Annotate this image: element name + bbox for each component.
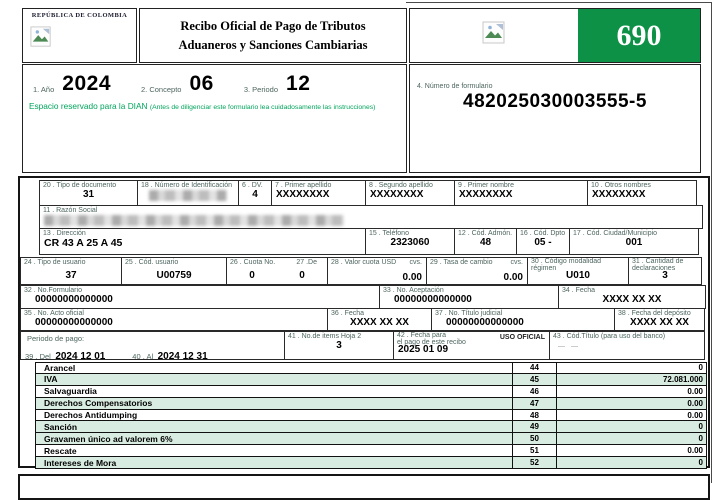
tax-row-code: 44 [512, 362, 557, 374]
fecha-pago-value: 2025 01 09 [398, 344, 449, 355]
fecha-36-label: 36 . Fecha [331, 310, 365, 317]
republic-logo-box [22, 8, 137, 63]
telefono-label: 15 . Teléfono [369, 230, 409, 237]
cantidad-declaraciones-value: 3 [662, 270, 668, 281]
ano-label: 1. Año [33, 85, 55, 94]
cuota-label: 26 . Cuota No. [230, 259, 276, 266]
tax-row-value: 0 [556, 456, 707, 469]
seal-placeholder [410, 9, 578, 62]
periodo-pago-label: Periodo de pago: [27, 334, 85, 343]
tax-row-code: 51 [512, 444, 557, 457]
al-label: 40 . Al [132, 352, 154, 361]
valor-cuota-cvs-label: cvs. [409, 259, 422, 266]
tax-row-label: Rescate [35, 444, 513, 457]
form-number-value: 482025030003555-5 [463, 91, 647, 112]
cod-dpto-label: 16 . Cód. Dpto [520, 230, 566, 237]
razon-social-label: 11 . Razón Social [43, 207, 98, 214]
main-form-box [18, 176, 710, 468]
del-label: 39 . Del [25, 352, 51, 361]
valor-cuota-value: 0.00 [402, 272, 422, 283]
dv-label: 6 . DV. [242, 182, 263, 189]
tax-row-label: Derechos Compensatorios [35, 397, 513, 410]
user-row [20, 257, 702, 285]
de-value: 0 [299, 270, 305, 281]
tipo-usuario-label: 24 . Tipo de usuario [24, 259, 86, 266]
form-title-box [139, 8, 407, 63]
dv-value: 4 [252, 189, 258, 200]
titulo-judicial-value: 00000000000000 [446, 317, 524, 328]
tax-row-code: 48 [512, 409, 557, 422]
cod-admon-value: 48 [479, 237, 492, 248]
broken-image-icon [482, 21, 506, 50]
cod-usuario-label: 25 . Cód. usuario [125, 259, 179, 266]
cod-titulo-value: — — [558, 343, 580, 350]
tax-row-label: Intereses de Mora [35, 456, 513, 469]
al-value: 2024 12 31 [157, 351, 208, 362]
cuota-value: 0 [249, 270, 255, 281]
tax-row-code: 45 [512, 373, 557, 386]
fecha-pago-label: 42 . Fecha para el pago de este recibo [397, 332, 466, 346]
tax-row-value: 0.00 [556, 385, 707, 398]
tipo-documento-value: 31 [82, 189, 95, 200]
form-number-label: 4. Número de formulario [417, 83, 493, 90]
cod-dpto-value: 05 - [534, 237, 552, 248]
cod-ciudad-label: 17 . Cód. Ciudad/Municipio [573, 230, 658, 237]
titulo-judicial-label: 37 . No. Título judicial [435, 310, 503, 317]
direccion-value: CR 43 A 25 A 45 [44, 237, 123, 249]
tax-row-code: 46 [512, 385, 557, 398]
uso-oficial-label: USO OFICIAL [499, 334, 545, 341]
dian-reserved-text: Espacio reservado para la DIAN [29, 101, 148, 111]
next-section-box [18, 474, 710, 500]
tax-row-value: 0.00 [556, 444, 707, 457]
form-code-box [409, 8, 701, 63]
cod-usuario-value: U00759 [156, 270, 192, 281]
cod-titulo-label: 43 . Cód.Título (para uso del banco) [553, 333, 666, 340]
tax-row [35, 457, 709, 469]
tasa-cambio-label: 29 . Tasa de cambio [430, 259, 493, 266]
tax-row-label: Derechos Antidumping [35, 409, 513, 422]
valor-cuota-label: 28 . Valor cuota USD [331, 259, 397, 266]
acto-oficial-row [20, 308, 705, 331]
segundo-apellido-label: 8 . Segundo apellido [369, 182, 433, 189]
broken-image-icon [30, 26, 52, 53]
tax-row-label: Gravamen único ad valorem 6% [35, 432, 513, 445]
otros-nombres-label: 10 . Otros nombres [591, 182, 651, 189]
fecha-34-label: 34 . Fecha [562, 287, 596, 294]
segundo-apellido-value: XXXXXXXX [370, 189, 424, 200]
periodo-label: 3. Periodo [243, 85, 279, 94]
items-hoja2-label: 41 . No.de items Hoja 2 [288, 333, 362, 340]
form-number-box [409, 64, 701, 173]
razon-social-row [39, 205, 703, 229]
formulario-row [20, 285, 706, 309]
page-right-border [711, 2, 712, 483]
tasa-cambio-cvs-label: cvs. [510, 259, 523, 266]
cod-admon-label: 12 . Cód. Admón. [458, 230, 513, 237]
numero-identificacion-label: 18 . Número de Identificación [141, 182, 233, 189]
tax-row-label: Salvaguardia [35, 385, 513, 398]
republic-title: REPÚBLICA DE COLOMBIA [31, 12, 128, 19]
tasa-cambio-value: 0.00 [503, 272, 523, 283]
form-number-badge: 690 [578, 9, 700, 62]
tax-row-code: 52 [512, 456, 557, 469]
fecha-34-value: XXXX XX XX [602, 294, 662, 305]
document-row [39, 180, 697, 206]
concepto-value: 06 [189, 72, 214, 95]
tax-items-table [35, 362, 709, 469]
page-top-border [406, 2, 712, 3]
tax-row-value: 0.00 [556, 409, 707, 422]
de-label: 27 .De [296, 259, 317, 266]
dian-reserved-note: (Antes de diligenciar este formulario lea cuidadosamente las instrucciones) [149, 104, 376, 111]
del-value: 2024 12 01 [55, 351, 106, 362]
acto-oficial-value: 00000000000000 [35, 317, 113, 328]
primer-nombre-value: XXXXXXXX [459, 189, 513, 200]
form-title: Recibo Oficial de Pago de Tributos Aduaneros y Sanciones Cambiarias [178, 19, 368, 52]
ano-value: 2024 [62, 72, 111, 95]
direccion-label: 13 . Dirección [43, 230, 86, 237]
periodo-value: 12 [286, 72, 311, 95]
primer-apellido-label: 7 . Primer apellido [275, 182, 332, 189]
no-formulario-value: 00000000000000 [35, 294, 113, 305]
no-aceptacion-label: 33 . No. Aceptación [383, 287, 444, 294]
redacted-razon-social [44, 215, 344, 226]
tax-row-label: Arancel [35, 362, 513, 374]
fecha-deposito-value: XXXX XX XX [630, 317, 689, 328]
tax-row-code: 47 [512, 397, 557, 410]
telefono-value: 2323060 [390, 237, 430, 248]
tax-row-value: 0.00 [556, 397, 707, 410]
tax-row-value: 72.081.000 [556, 373, 707, 386]
concepto-label: 2. Concepto [141, 85, 182, 94]
fecha-deposito-label: 38 . Fecha del depósito [618, 310, 691, 317]
primer-nombre-label: 9 . Primer nombre [458, 182, 515, 189]
items-hoja2-value: 3 [336, 340, 342, 351]
fecha-36-value: XXXX XX XX [350, 317, 409, 328]
tax-row-value: 0 [556, 420, 707, 433]
redacted-identification [149, 190, 227, 201]
tax-row-value: 0 [556, 432, 707, 445]
primer-apellido-value: XXXXXXXX [276, 189, 330, 200]
tax-row-label: Sanción [35, 420, 513, 433]
acto-oficial-label: 35 . No. Acto oficial [24, 310, 84, 317]
period-header-box [22, 64, 407, 173]
modalidad-value: U010 [566, 270, 590, 281]
tax-row-code: 50 [512, 432, 557, 445]
tax-row-label: IVA [35, 373, 513, 386]
no-formulario-label: 32 . No.Formulario [24, 287, 82, 294]
periodo-pago-row [20, 331, 705, 360]
tipo-usuario-value: 37 [65, 270, 77, 281]
cantidad-declaraciones-label: 31 . Cantidad de declaraciones [632, 258, 684, 272]
tipo-documento-label: 20 . Tipo de documento [43, 182, 117, 189]
otros-nombres-value: XXXXXXXX [592, 189, 646, 200]
tax-row-value: 0 [556, 362, 707, 374]
tax-row-code: 49 [512, 420, 557, 433]
no-aceptacion-value: 00000000000000 [394, 294, 472, 305]
modalidad-label: 30 . Código modalidad régimen [531, 258, 602, 272]
address-row [39, 228, 699, 255]
cod-ciudad-value: 001 [625, 237, 643, 248]
